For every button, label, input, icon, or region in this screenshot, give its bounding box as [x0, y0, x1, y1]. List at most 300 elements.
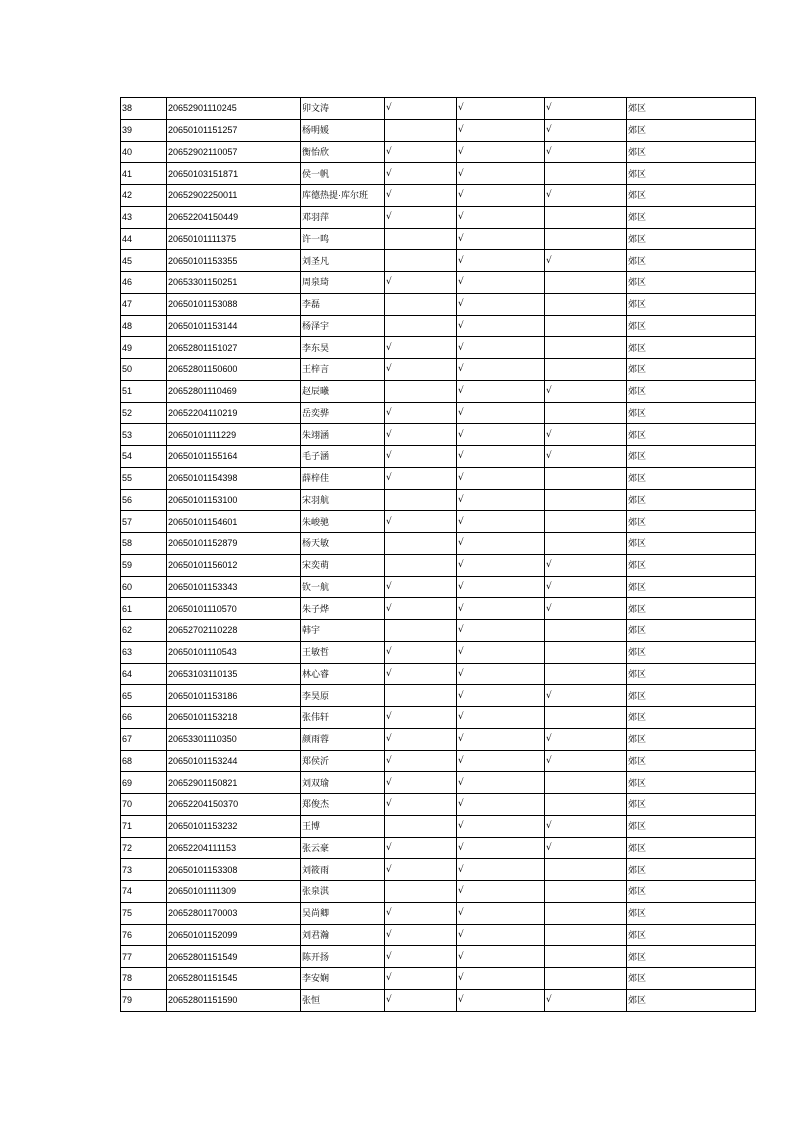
student-name: 吴尚卿 [301, 902, 385, 924]
student-id: 20653301110350 [167, 728, 301, 750]
row-number: 70 [121, 794, 167, 816]
student-name: 许一鸣 [301, 228, 385, 250]
check-column-3: √ [545, 98, 627, 120]
check-column-3 [545, 163, 627, 185]
zone-cell: 郊区 [627, 620, 756, 642]
student-id: 20650101111309 [167, 881, 301, 903]
check-column-2: √ [457, 772, 545, 794]
check-column-1: √ [385, 576, 457, 598]
zone-cell: 郊区 [627, 250, 756, 272]
student-name: 邓羽萍 [301, 206, 385, 228]
check-column-1 [385, 489, 457, 511]
student-name: 王梓言 [301, 359, 385, 381]
student-id: 20652801151590 [167, 989, 301, 1011]
student-name: 李东昊 [301, 337, 385, 359]
row-number: 57 [121, 511, 167, 533]
row-number: 38 [121, 98, 167, 120]
student-name: 毛子涵 [301, 446, 385, 468]
check-column-3: √ [545, 424, 627, 446]
check-column-3 [545, 293, 627, 315]
check-column-1: √ [385, 359, 457, 381]
table-row [121, 663, 756, 685]
zone-cell: 郊区 [627, 924, 756, 946]
zone-cell: 郊区 [627, 815, 756, 837]
check-column-2: √ [457, 881, 545, 903]
check-column-1: √ [385, 902, 457, 924]
table-row [121, 620, 756, 642]
student-name: 张恒 [301, 989, 385, 1011]
check-column-1: √ [385, 598, 457, 620]
check-column-1 [385, 380, 457, 402]
student-name: 王博 [301, 815, 385, 837]
student-name: 刘筱雨 [301, 859, 385, 881]
student-id: 20650101152879 [167, 533, 301, 555]
zone-cell: 郊区 [627, 337, 756, 359]
table-row [121, 511, 756, 533]
table-row [121, 815, 756, 837]
check-column-2: √ [457, 467, 545, 489]
student-name: 朱子烨 [301, 598, 385, 620]
student-name: 朱翊涵 [301, 424, 385, 446]
check-column-3: √ [545, 685, 627, 707]
check-column-1: √ [385, 337, 457, 359]
zone-cell: 郊区 [627, 685, 756, 707]
zone-cell: 郊区 [627, 554, 756, 576]
student-id: 20652901150821 [167, 772, 301, 794]
student-name: 库德热提·库尔班 [301, 185, 385, 207]
row-number: 55 [121, 467, 167, 489]
check-column-2: √ [457, 989, 545, 1011]
table-row [121, 206, 756, 228]
check-column-3 [545, 641, 627, 663]
student-name: 朱峻驰 [301, 511, 385, 533]
check-column-2: √ [457, 250, 545, 272]
table-row [121, 163, 756, 185]
zone-cell: 郊区 [627, 424, 756, 446]
student-name: 赵辰曦 [301, 380, 385, 402]
table-row [121, 728, 756, 750]
student-name: 林心睿 [301, 663, 385, 685]
row-number: 40 [121, 141, 167, 163]
row-number: 58 [121, 533, 167, 555]
check-column-1 [385, 685, 457, 707]
table-row [121, 750, 756, 772]
zone-cell: 郊区 [627, 185, 756, 207]
check-column-3: √ [545, 989, 627, 1011]
check-column-1 [385, 554, 457, 576]
row-number: 66 [121, 707, 167, 729]
check-column-1: √ [385, 511, 457, 533]
check-column-3 [545, 794, 627, 816]
zone-cell: 郊区 [627, 359, 756, 381]
row-number: 60 [121, 576, 167, 598]
student-id: 20653103110135 [167, 663, 301, 685]
zone-cell: 郊区 [627, 380, 756, 402]
student-id: 20650101153308 [167, 859, 301, 881]
check-column-2: √ [457, 206, 545, 228]
student-name: 陈开扬 [301, 946, 385, 968]
student-name: 杨天敏 [301, 533, 385, 555]
table-row [121, 380, 756, 402]
student-name: 刘圣凡 [301, 250, 385, 272]
table-row [121, 902, 756, 924]
check-column-1 [385, 119, 457, 141]
table-row [121, 228, 756, 250]
check-column-2: √ [457, 946, 545, 968]
check-column-1: √ [385, 946, 457, 968]
table-row [121, 837, 756, 859]
zone-cell: 郊区 [627, 119, 756, 141]
table-row [121, 946, 756, 968]
zone-cell: 郊区 [627, 163, 756, 185]
table-row [121, 467, 756, 489]
student-name: 张云豪 [301, 837, 385, 859]
check-column-2: √ [457, 489, 545, 511]
student-id: 20650101153100 [167, 489, 301, 511]
check-column-1 [385, 250, 457, 272]
check-column-3 [545, 881, 627, 903]
student-id: 20650101152099 [167, 924, 301, 946]
student-name: 岳奕骅 [301, 402, 385, 424]
check-column-1: √ [385, 424, 457, 446]
student-id: 20650101111229 [167, 424, 301, 446]
check-column-1: √ [385, 163, 457, 185]
check-column-2: √ [457, 750, 545, 772]
check-column-3 [545, 337, 627, 359]
student-id: 20650101111375 [167, 228, 301, 250]
zone-cell: 郊区 [627, 598, 756, 620]
table-row [121, 272, 756, 294]
check-column-3: √ [545, 119, 627, 141]
check-column-2: √ [457, 728, 545, 750]
check-column-2: √ [457, 554, 545, 576]
table-row [121, 598, 756, 620]
student-id: 20650101153355 [167, 250, 301, 272]
check-column-3 [545, 859, 627, 881]
row-number: 50 [121, 359, 167, 381]
check-column-3: √ [545, 380, 627, 402]
check-column-3 [545, 772, 627, 794]
table-row [121, 424, 756, 446]
row-number: 67 [121, 728, 167, 750]
zone-cell: 郊区 [627, 533, 756, 555]
row-number: 64 [121, 663, 167, 685]
student-id: 20652801170003 [167, 902, 301, 924]
student-id: 20652801151545 [167, 968, 301, 990]
zone-cell: 郊区 [627, 446, 756, 468]
check-column-3 [545, 707, 627, 729]
student-id: 20650101155164 [167, 446, 301, 468]
check-column-3 [545, 663, 627, 685]
table-row [121, 402, 756, 424]
table-row [121, 707, 756, 729]
check-column-1: √ [385, 837, 457, 859]
check-column-1: √ [385, 924, 457, 946]
table-row [121, 989, 756, 1011]
check-column-3 [545, 924, 627, 946]
table-row [121, 489, 756, 511]
check-column-2: √ [457, 380, 545, 402]
check-column-3: √ [545, 185, 627, 207]
table-row [121, 576, 756, 598]
row-number: 68 [121, 750, 167, 772]
row-number: 52 [121, 402, 167, 424]
check-column-3: √ [545, 750, 627, 772]
check-column-2: √ [457, 119, 545, 141]
table-row [121, 359, 756, 381]
check-column-2: √ [457, 511, 545, 533]
check-column-1: √ [385, 750, 457, 772]
check-column-2: √ [457, 337, 545, 359]
check-column-2: √ [457, 98, 545, 120]
check-column-2: √ [457, 859, 545, 881]
student-name: 卯文涛 [301, 98, 385, 120]
check-column-3 [545, 946, 627, 968]
check-column-3 [545, 902, 627, 924]
row-number: 76 [121, 924, 167, 946]
check-column-1: √ [385, 772, 457, 794]
table-row [121, 250, 756, 272]
zone-cell: 郊区 [627, 794, 756, 816]
table-row [121, 315, 756, 337]
student-id: 20652801110469 [167, 380, 301, 402]
row-number: 62 [121, 620, 167, 642]
check-column-1: √ [385, 728, 457, 750]
student-id: 20650101153186 [167, 685, 301, 707]
check-column-3: √ [545, 728, 627, 750]
student-id: 20652801150600 [167, 359, 301, 381]
check-column-1: √ [385, 641, 457, 663]
check-column-2: √ [457, 185, 545, 207]
student-id: 20650101153244 [167, 750, 301, 772]
check-column-3: √ [545, 815, 627, 837]
student-name: 张伟轩 [301, 707, 385, 729]
check-column-2: √ [457, 924, 545, 946]
row-number: 54 [121, 446, 167, 468]
table-row [121, 446, 756, 468]
zone-cell: 郊区 [627, 98, 756, 120]
row-number: 56 [121, 489, 167, 511]
zone-cell: 郊区 [627, 315, 756, 337]
student-name: 刘双瑜 [301, 772, 385, 794]
row-number: 79 [121, 989, 167, 1011]
student-id: 20650101153218 [167, 707, 301, 729]
student-id: 20650101156012 [167, 554, 301, 576]
check-column-1: √ [385, 467, 457, 489]
student-id: 20652801151549 [167, 946, 301, 968]
student-name: 李安娴 [301, 968, 385, 990]
row-number: 51 [121, 380, 167, 402]
check-column-3: √ [545, 141, 627, 163]
row-number: 74 [121, 881, 167, 903]
row-number: 43 [121, 206, 167, 228]
check-column-1: √ [385, 707, 457, 729]
check-column-2: √ [457, 707, 545, 729]
row-number: 48 [121, 315, 167, 337]
zone-cell: 郊区 [627, 293, 756, 315]
row-number: 44 [121, 228, 167, 250]
student-name: 李昊原 [301, 685, 385, 707]
student-name: 薛梓佳 [301, 467, 385, 489]
student-id: 20650101153343 [167, 576, 301, 598]
table-row [121, 185, 756, 207]
check-column-2: √ [457, 620, 545, 642]
zone-cell: 郊区 [627, 728, 756, 750]
check-column-3 [545, 511, 627, 533]
check-column-2: √ [457, 794, 545, 816]
check-column-2: √ [457, 663, 545, 685]
table-row [121, 685, 756, 707]
check-column-1: √ [385, 98, 457, 120]
zone-cell: 郊区 [627, 989, 756, 1011]
student-id: 20652902250011 [167, 185, 301, 207]
student-id: 20652902110057 [167, 141, 301, 163]
row-number: 53 [121, 424, 167, 446]
check-column-1 [385, 881, 457, 903]
check-column-3 [545, 206, 627, 228]
student-id: 20650101110543 [167, 641, 301, 663]
table-row [121, 533, 756, 555]
zone-cell: 郊区 [627, 489, 756, 511]
row-number: 65 [121, 685, 167, 707]
student-name: 宋奕萌 [301, 554, 385, 576]
student-id: 20650101151257 [167, 119, 301, 141]
check-column-2: √ [457, 815, 545, 837]
row-number: 41 [121, 163, 167, 185]
check-column-2: √ [457, 576, 545, 598]
check-column-3 [545, 968, 627, 990]
row-number: 72 [121, 837, 167, 859]
row-number: 69 [121, 772, 167, 794]
student-name: 韩宇 [301, 620, 385, 642]
row-number: 77 [121, 946, 167, 968]
student-name: 刘君瀚 [301, 924, 385, 946]
student-id: 20652204111153 [167, 837, 301, 859]
check-column-1 [385, 815, 457, 837]
zone-cell: 郊区 [627, 707, 756, 729]
student-id: 20652801151027 [167, 337, 301, 359]
zone-cell: 郊区 [627, 859, 756, 881]
check-column-2: √ [457, 315, 545, 337]
check-column-2: √ [457, 402, 545, 424]
check-column-2: √ [457, 228, 545, 250]
check-column-1: √ [385, 141, 457, 163]
check-column-2: √ [457, 641, 545, 663]
check-column-3 [545, 533, 627, 555]
student-name: 张泉淇 [301, 881, 385, 903]
check-column-2: √ [457, 446, 545, 468]
check-column-1: √ [385, 272, 457, 294]
zone-cell: 郊区 [627, 837, 756, 859]
zone-cell: 郊区 [627, 946, 756, 968]
check-column-3 [545, 272, 627, 294]
row-number: 45 [121, 250, 167, 272]
check-column-2: √ [457, 685, 545, 707]
zone-cell: 郊区 [627, 772, 756, 794]
table-row [121, 924, 756, 946]
student-name: 周泉琦 [301, 272, 385, 294]
check-column-3 [545, 402, 627, 424]
student-name: 杨泽宇 [301, 315, 385, 337]
student-id: 20650101153144 [167, 315, 301, 337]
check-column-3 [545, 489, 627, 511]
check-column-3: √ [545, 837, 627, 859]
check-column-2: √ [457, 272, 545, 294]
table-row [121, 119, 756, 141]
row-number: 78 [121, 968, 167, 990]
row-number: 39 [121, 119, 167, 141]
check-column-2: √ [457, 533, 545, 555]
check-column-1 [385, 620, 457, 642]
check-column-1: √ [385, 794, 457, 816]
check-column-2: √ [457, 598, 545, 620]
row-number: 75 [121, 902, 167, 924]
row-number: 71 [121, 815, 167, 837]
table-row [121, 98, 756, 120]
table-body [121, 98, 756, 1012]
check-column-1: √ [385, 989, 457, 1011]
table-row [121, 337, 756, 359]
table-row [121, 859, 756, 881]
student-id: 20650103151871 [167, 163, 301, 185]
check-column-3: √ [545, 446, 627, 468]
student-id: 20652702110228 [167, 620, 301, 642]
row-number: 73 [121, 859, 167, 881]
row-number: 49 [121, 337, 167, 359]
check-column-3: √ [545, 554, 627, 576]
student-id: 20650101110570 [167, 598, 301, 620]
check-column-1 [385, 228, 457, 250]
check-column-3 [545, 228, 627, 250]
table-row [121, 293, 756, 315]
check-column-2: √ [457, 141, 545, 163]
check-column-1 [385, 293, 457, 315]
student-name: 颜雨蓉 [301, 728, 385, 750]
student-id: 20652204150370 [167, 794, 301, 816]
student-id: 20652204150449 [167, 206, 301, 228]
student-name: 李磊 [301, 293, 385, 315]
check-column-3 [545, 467, 627, 489]
check-column-2: √ [457, 837, 545, 859]
row-number: 61 [121, 598, 167, 620]
zone-cell: 郊区 [627, 902, 756, 924]
zone-cell: 郊区 [627, 228, 756, 250]
zone-cell: 郊区 [627, 272, 756, 294]
student-name: 王敏哲 [301, 641, 385, 663]
zone-cell: 郊区 [627, 663, 756, 685]
check-column-1: √ [385, 185, 457, 207]
table-row [121, 794, 756, 816]
zone-cell: 郊区 [627, 402, 756, 424]
student-table [120, 97, 756, 1012]
check-column-1: √ [385, 206, 457, 228]
check-column-2: √ [457, 968, 545, 990]
check-column-3: √ [545, 250, 627, 272]
check-column-2: √ [457, 163, 545, 185]
zone-cell: 郊区 [627, 141, 756, 163]
zone-cell: 郊区 [627, 750, 756, 772]
zone-cell: 郊区 [627, 206, 756, 228]
check-column-3: √ [545, 576, 627, 598]
table-row [121, 554, 756, 576]
row-number: 63 [121, 641, 167, 663]
student-name: 钦一航 [301, 576, 385, 598]
student-id: 20650101154601 [167, 511, 301, 533]
student-id: 20650101153232 [167, 815, 301, 837]
row-number: 59 [121, 554, 167, 576]
check-column-3 [545, 315, 627, 337]
table-row [121, 968, 756, 990]
